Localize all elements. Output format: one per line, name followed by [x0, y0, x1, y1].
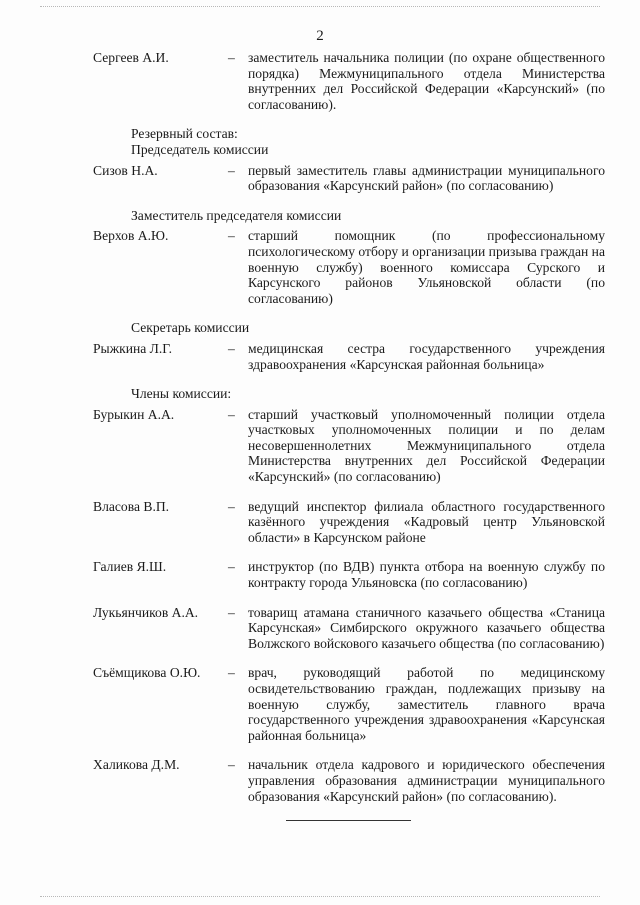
entry-khalikova [93, 757, 605, 804]
chair-heading: Председатель комиссии [131, 141, 269, 157]
entry-name: Сергеев А.И. [93, 50, 169, 65]
reserve-heading: Резервный состав: [131, 126, 238, 142]
entry-lukyanchikov [93, 605, 605, 652]
members-heading: Члены комиссии: [131, 386, 232, 402]
entry-name: Съёмщикова О.Ю. [93, 665, 201, 681]
entry-dash: – [228, 665, 235, 681]
entry-description: ведущий инспектор филиала областного государственного казённого учреждения «Кадровый центр Ульяновской области» в Карсунском районе [248, 498, 605, 545]
entry-ryzhkina [93, 341, 605, 372]
entry-dash: – [228, 162, 235, 178]
entry-description: старший помощник (по профессиональному психологическому отбору и организации призыва граждан на военную службу) военного комиссара Сурского и Карсунского районов Ульяновской области (по согласованию) [248, 228, 605, 306]
entry-dash: – [228, 406, 235, 422]
entry-name: Галиев Я.Ш. [93, 559, 167, 575]
entry-sergeev [93, 50, 605, 112]
top-edge-dotted-line [40, 6, 600, 7]
entry-description: товарищ атамана станичного казачьего общества «Станица Карсунская» Симбирского окружного казачьего общества Волжского войскового казачьего общества (по согласованию) [248, 604, 605, 651]
entry-dash: – [228, 340, 235, 356]
entry-name: Верхов А.Ю. [93, 228, 169, 244]
secretary-heading: Секретарь комиссии [131, 320, 250, 336]
entry-name: Рыжкина Л.Г. [93, 340, 173, 356]
entry-dash: – [228, 498, 235, 514]
entry-name: Сизов Н.А. [93, 162, 158, 178]
entry-dash: – [228, 50, 235, 65]
entry-galiev [93, 559, 605, 590]
entry-burykin [93, 407, 605, 485]
entry-sizov [93, 163, 605, 194]
entry-name: Бурыкин А.А. [93, 406, 175, 422]
entry-name: Власова В.П. [93, 498, 170, 514]
entry-description: заместитель начальника полиции (по охране общественного порядка) Межмуниципального отдела Министерства внутренних дел Российской Федерации «Карсунский» (по согласованию). [248, 50, 605, 112]
entry-description: начальник отдела кадрового и юридического обеспечения управления образования администрации муниципального образования «Карсунский район» (по согласованию). [248, 757, 605, 804]
commission-composition [93, 50, 605, 818]
entry-name: Халикова Д.М. [93, 757, 180, 773]
entry-dash: – [228, 559, 235, 575]
entry-syomshchikova [93, 665, 605, 743]
closing-rule-line [286, 820, 411, 821]
entry-description: первый заместитель главы администрации муниципального образования «Карсунский район» (по согласованию) [248, 162, 605, 194]
entry-description: медицинская сестра государственного учреждения здравоохранения «Карсунская районная больница» [248, 340, 605, 372]
entry-description: старший участковый уполномоченный полиции отдела участковых уполномоченных полиции и по делам несовершеннолетних Межмуниципального отдела Министерства внутренних дел Российской Федерации «Карсунский» (по согласованию) [248, 406, 605, 485]
deputy-heading: Заместитель председателя комиссии [131, 207, 342, 223]
entry-name: Лукьянчиков А.А. [93, 604, 199, 620]
page-number: 2 [316, 28, 324, 44]
entry-dash: – [228, 757, 235, 773]
entry-dash: – [228, 228, 235, 244]
entry-dash: – [228, 604, 235, 620]
entry-verkhov [93, 228, 605, 306]
entry-description: врач, руководящий работой по медицинскому освидетельствованию граждан, подлежащих призыву на военную службу, заместитель главного врача государственного учреждения здравоохранения «Карсунская районная больница» [248, 665, 605, 743]
entry-vlasova [93, 499, 605, 546]
bottom-edge-dotted-line [40, 896, 600, 897]
entry-description: инструктор (по ВДВ) пункта отбора на военную службу по контракту города Ульяновска (по согласованию) [248, 559, 605, 591]
